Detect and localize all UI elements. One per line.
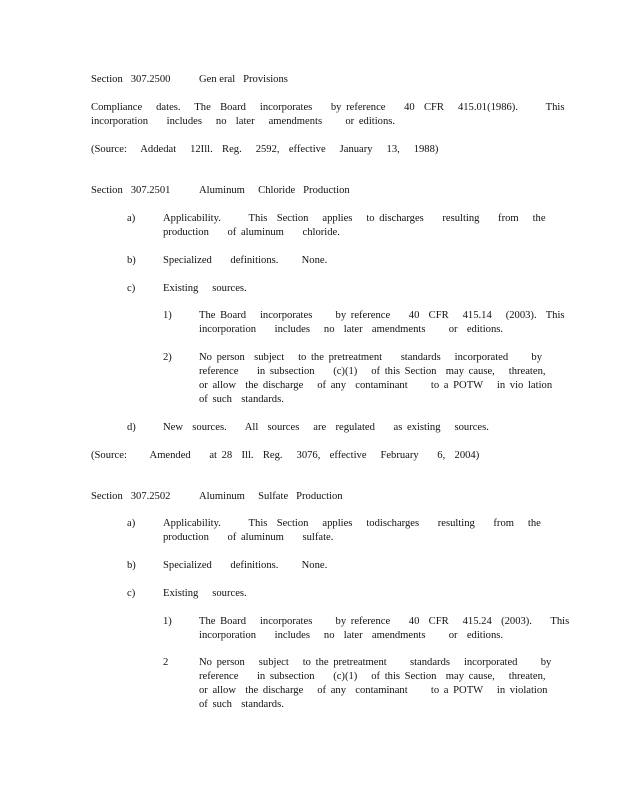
subitem-line: incorporation includes no later amendments or editions. bbox=[199, 630, 504, 641]
subitem-line: or allow the discharge of any contaminant to a POTW in vio lation bbox=[199, 380, 553, 391]
item-marker: b) bbox=[127, 560, 136, 571]
item-line: Applicability. This Section applies todischarges resulting from the bbox=[163, 518, 541, 529]
subitem-marker: 1) bbox=[163, 310, 172, 321]
subitem-line: The Board incorporates by reference 40 CFR 415.24 (2003). This bbox=[199, 616, 570, 627]
subitem-line: The Board incorporates by reference 40 CFR 415.14 (2003). This bbox=[199, 310, 565, 321]
item-marker: a) bbox=[127, 213, 136, 224]
item-marker: c) bbox=[127, 283, 136, 294]
item-marker: b) bbox=[127, 255, 136, 266]
item-line: Specialized definitions. None. bbox=[163, 560, 328, 571]
subitem-line: reference in subsection (c)(1) of this Section may cause, threaten, bbox=[199, 671, 546, 682]
section-number: Section 307.2501 bbox=[91, 185, 171, 196]
subitem-line: No person subject to the pretreatment standards incorporated by bbox=[199, 657, 552, 668]
subitem-line: incorporation includes no later amendments or editions. bbox=[199, 324, 504, 335]
item-marker: c) bbox=[127, 588, 136, 599]
subitem-line: of such standards. bbox=[199, 394, 284, 405]
section-title: Aluminum Chloride Production bbox=[199, 185, 350, 196]
section-number: Section 307.2502 bbox=[91, 491, 171, 502]
item-marker: d) bbox=[127, 422, 136, 433]
item-marker: a) bbox=[127, 518, 136, 529]
item-line: Existing sources. bbox=[163, 588, 247, 599]
item-line: production of aluminum sulfate. bbox=[163, 532, 334, 543]
source-note: (Source: Addedat 12Ill. Reg. 2592, effective January 13, 1988) bbox=[91, 144, 439, 155]
paragraph-line: Compliance dates. The Board incorporates by reference 40 CFR 415.01(1986). This bbox=[91, 102, 565, 113]
paragraph-line: incorporation includes no later amendments or editions. bbox=[91, 116, 396, 127]
subitem-marker: 1) bbox=[163, 616, 172, 627]
section-title: Aluminum Sulfate Production bbox=[199, 491, 343, 502]
item-line: Applicability. This Section applies to discharges resulting from the bbox=[163, 213, 546, 224]
source-note: (Source: Amended at 28 Ill. Reg. 3076, effective February 6, 2004) bbox=[91, 450, 480, 461]
subitem-line: reference in subsection (c)(1) of this Section may cause, threaten, bbox=[199, 366, 546, 377]
section-title: Gen eral Provisions bbox=[199, 74, 288, 85]
section-number: Section 307.2500 bbox=[91, 74, 171, 85]
subitem-line: of such standards. bbox=[199, 699, 284, 710]
item-line: New sources. All sources are regulated as existing sources. bbox=[163, 422, 489, 433]
subitem-marker: 2 bbox=[163, 657, 169, 668]
subitem-line: or allow the discharge of any contaminant to a POTW in violation bbox=[199, 685, 548, 696]
subitem-line: No person subject to the pretreatment standards incorporated by bbox=[199, 352, 543, 363]
subitem-marker: 2) bbox=[163, 352, 172, 363]
item-line: production of aluminum chloride. bbox=[163, 227, 340, 238]
item-line: Existing sources. bbox=[163, 283, 247, 294]
item-line: Specialized definitions. None. bbox=[163, 255, 328, 266]
